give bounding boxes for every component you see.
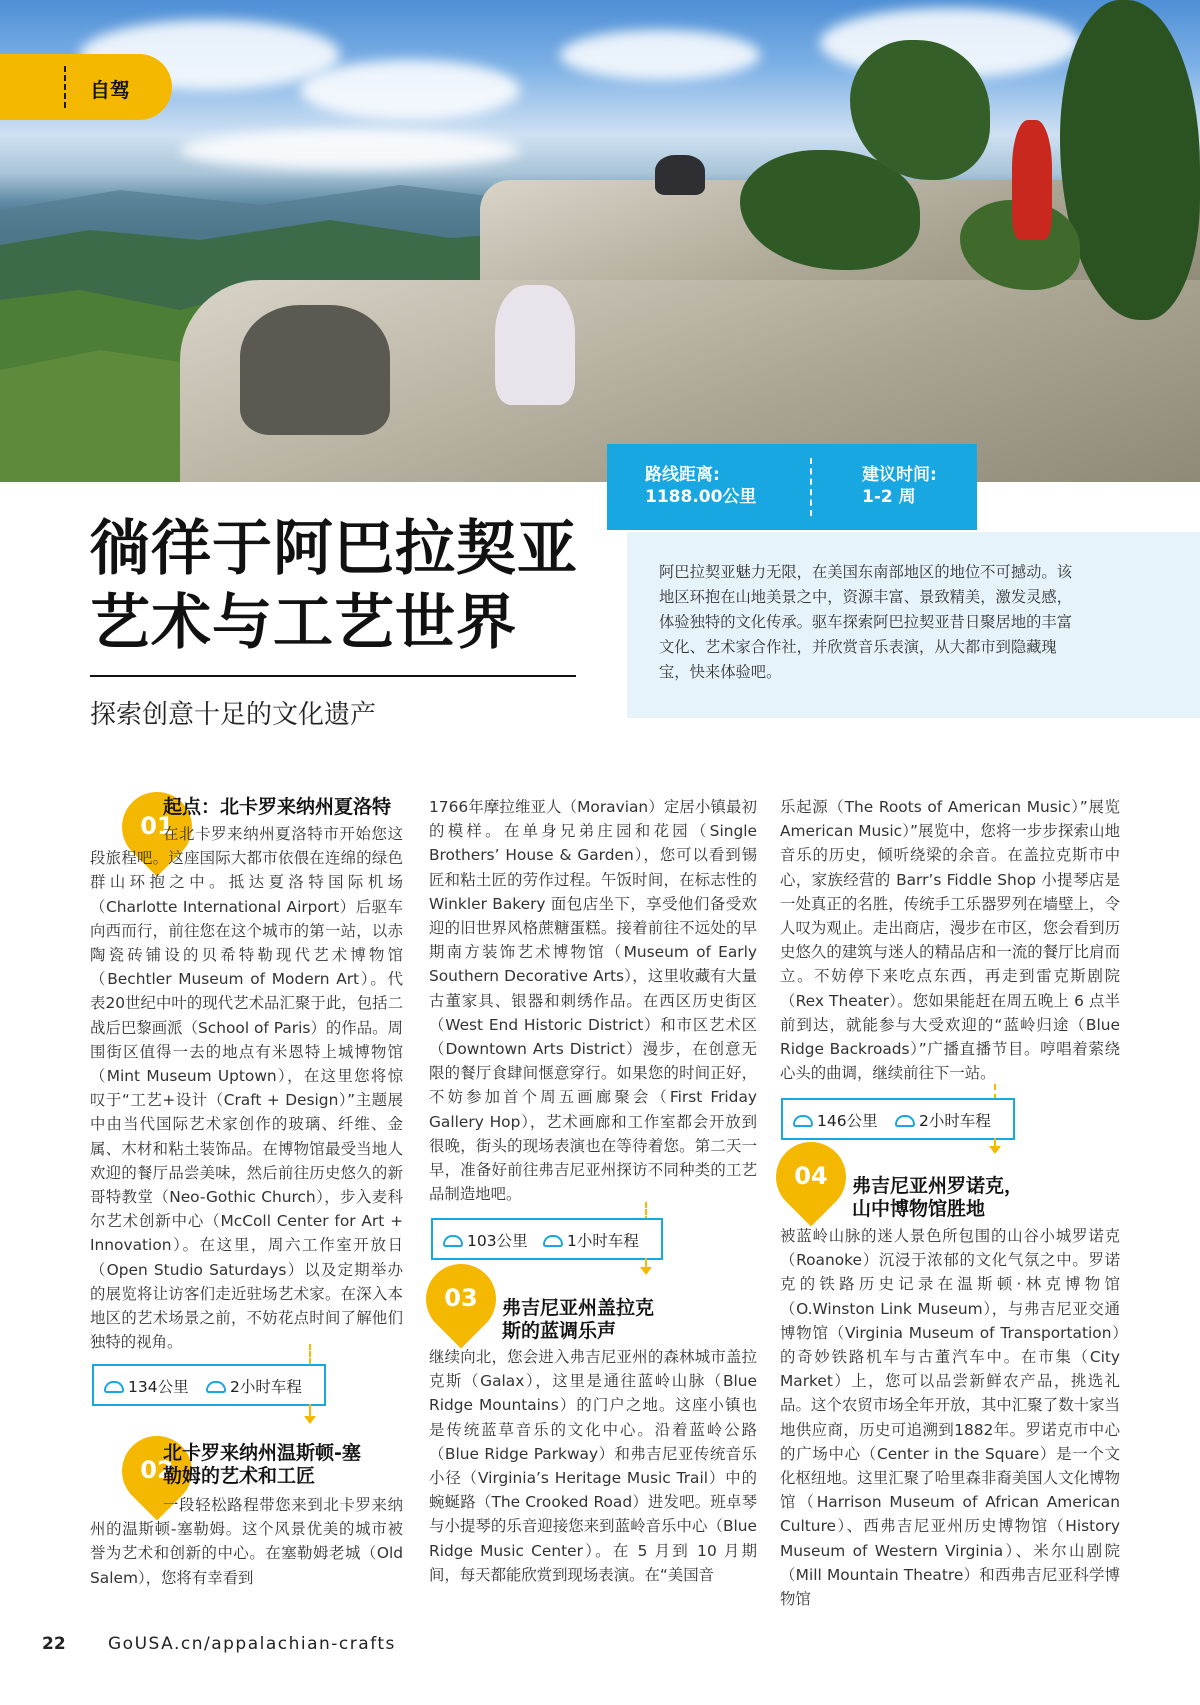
leg-distance-1: 134公里 [128, 1378, 189, 1396]
route-arrow [640, 1267, 652, 1275]
route-dash [645, 1258, 647, 1267]
car-icon [895, 1115, 915, 1127]
speedometer-icon [104, 1381, 124, 1393]
hiker-woman [495, 285, 575, 405]
route-arrow [304, 1416, 316, 1424]
intro-text: 阿巴拉契亚魅力无限，在美国东南部地区的地位不可撼动。该地区环抱在山地美景之中，资源丰富、景致精美，激发灵感，体验独特的文化传承。驱车探索阿巴拉契亚昔日聚居地的丰富文化、艺术家合作社，并欣赏音乐表演，从大都市到隐藏瑰宝，快来体验吧。 [659, 563, 1073, 681]
speedometer-icon [793, 1115, 813, 1127]
category-tag [0, 54, 172, 120]
hero-photo [0, 0, 1200, 482]
stop-02-continued: 1766年摩拉维亚人（Moravian）定居小镇最初的模样。在单身兄弟庄园和花园（Single Brothers’ House & Garden），您可以看到锡匠和粘土匠的劳作过程。午饭时间，在标志性的Winkler Bakery 面包店坐下，享受他们备受欢迎的旧世界风格蔗糖蛋糕。接着前往不远处的早期南方装饰艺术博物馆（Museum of Early Southern Decorative Arts），这里收藏有大量古董家具、银器和刺绣作品。在西区历史街区（West End Historic District）和市区艺术区（Downtown Arts District）漫步，在创意无限的餐厅食肆间惬意穿行。如果您的时间正好，不妨参加首个周五画廊聚会（First Friday Gallery Hop），艺术画廊和工作室都会开放到很晚，街头的现场表演也在等待着您。第二天一早，准备好前往弗吉尼亚州探访不同种类的工艺品制造地吧。 [429, 798, 757, 1204]
stop-title-03: 弗吉尼亚州盖拉克 斯的蓝调乐声 [502, 1297, 655, 1342]
leg-time-2: 1小时车程 [567, 1232, 639, 1250]
time-label: 建议时间: [862, 465, 937, 485]
category-tag-label: 自驾 [90, 78, 130, 102]
column-2-text [429, 795, 757, 1206]
footer-url[interactable]: GoUSA.cn/appalachian-crafts [108, 1634, 396, 1654]
stop-body-04 [780, 1224, 1120, 1611]
info-divider [810, 458, 812, 516]
speedometer-icon [443, 1235, 463, 1247]
stop-title-01: 起点：北卡罗来纳州夏洛特 [163, 796, 392, 818]
route-dash [994, 1138, 996, 1146]
stop-number-04: 04 [794, 1162, 828, 1190]
stop-title-04: 弗吉尼亚州罗诺克， 山中博物馆胜地 [852, 1175, 1024, 1220]
hiker-man [240, 305, 390, 435]
stop-number-01: 01 [140, 812, 174, 840]
distance-value: 1188.00公里 [645, 487, 757, 507]
leg-time-3: 2小时车程 [919, 1112, 991, 1130]
title-rule [90, 675, 576, 677]
stop-text-03: 继续向北，您会进入弗吉尼亚州的森林城市盖拉克斯（Galax），这里是通往蓝岭山脉（Blue Ridge Mountains）的门户之地。这座小镇也是传统蓝草音乐的文化中心。沿着蓝岭公路（Blue Ridge Parkway）和弗吉尼亚传统音乐小径（Virginia’s Heritage Music Trail）中的蜿蜒路（The Crooked Road）进发吧。班卓琴与小提琴的乐音迎接您来到蓝岭音乐中心（Blue Ridge Music Center）。在 5 月到 10 月期间，每天都能欣赏到现场表演。在“美国音 [429, 1348, 757, 1584]
title-line-2: 艺术与工艺世界 [90, 588, 517, 658]
leg-distance-2: 103公里 [467, 1232, 528, 1250]
stop-number-03: 03 [444, 1284, 478, 1312]
title-line-1: 徜徉于阿巴拉契亚 [90, 514, 578, 584]
stop-text-02: 一段轻松路程带您来到北卡罗来纳州的温斯顿-塞勒姆。这个风景优美的城市被誉为艺术和创新的中心。在塞勒姆老城（Old Salem），您将有幸看到 [90, 1496, 403, 1587]
route-arrow [989, 1146, 1001, 1154]
stop-number-02: 02 [140, 1456, 174, 1484]
stop-03-continued: 乐起源（The Roots of American Music）”展览American Music）”展览中，您将一步步探索山地音乐的历史，倾听绕梁的余音。在盖拉克斯市中心，家族经营的 Barr’s Fiddle Shop 小提琴店是一处真正的名胜，传统手工乐器罗列在墙壁上，令人叹为观止。走出商店，漫步在市区，您会看到历史悠久的建筑与迷人的精品店和一流的餐厅比肩而立。不妨停下来吃点东西，再走到雷克斯剧院（Rex Theater）。您如果能赶在周五晚上 6 点半前到达，就能参与大受欢迎的“蓝岭归途（Blue Ridge Backroads）”广播直播节目。哼唱着萦绕心头的曲调，继续前往下一站。 [780, 798, 1120, 1083]
distance-label: 路线距离: [645, 465, 720, 485]
leg-box-2 [431, 1218, 663, 1260]
route-info-box [607, 444, 977, 530]
page-subtitle: 探索创意十足的文化遗产 [90, 700, 377, 730]
stop-title-02: 北卡罗来纳州温斯顿-塞 勒姆的艺术和工匠 [163, 1442, 361, 1487]
hiker-red-shirt [1012, 120, 1052, 240]
stop-body-02 [90, 1493, 403, 1590]
leg-box-3 [781, 1098, 1015, 1140]
leg-distance-3: 146公里 [817, 1112, 878, 1130]
time-value: 1-2 周 [862, 487, 916, 507]
leg-time-1: 2小时车程 [230, 1378, 302, 1396]
car-icon [543, 1235, 563, 1247]
car-icon [206, 1381, 226, 1393]
hikers-group [655, 155, 705, 195]
route-dash [309, 1344, 311, 1364]
stop-text-04: 被蓝岭山脉的迷人景色所包围的山谷小城罗诺克（Roanoke）沉浸于浓郁的文化气氛之中。罗诺克的铁路历史记录在温斯顿·林克博物馆（O.Winston Link Museum），与弗吉尼亚交通博物馆（Virginia Museum of Transportation）的奇妙铁路机车与古董汽车中。在市集（City Market）上，您可以品尝新鲜农产品，挑选礼品。这个农贸市场全年开放，其中汇聚了数十家当地供应商，历史可追溯到1882年。罗诺克市中心的广场中心（Center in the Square）是一个文化枢纽地。这里汇聚了哈里森非裔美国人文化博物馆（Harrison Museum of African American Culture）、西弗吉尼亚州历史博物馆（History Museum of Western Virginia）、米尔山剧院（Mill Mountain Theatre）和西弗吉尼亚科学博物馆 [780, 1227, 1120, 1609]
stop-body-03 [429, 1345, 757, 1587]
route-dash [309, 1404, 311, 1416]
column-3-text [780, 795, 1120, 1085]
stop-text-01: 在北卡罗来纳州夏洛特市开始您这段旅程吧。这座国际大都市依偎在连绵的绿色群山环抱之中。抵达夏洛特国际机场（Charlotte International Airport）后驱车向西而行，前往您在这个城市的第一站，以赤陶瓷砖铺设的贝希特勒现代艺术博物馆（Bechtler Museum of Modern Art）。代表20世纪中叶的现代艺术品汇聚于此，包括二战后巴黎画派（School of Paris）的作品。周围街区值得一去的地点有米恩特上城博物馆（Mint Museum Uptown），在这里您将惊叹于“工艺+设计（Craft + Design）”主题展中由当代国际艺术家创作的玻璃、纤维、金属、木材和粘土装饰品。在博物馆最受当地人欢迎的餐厅品尝美味，然后前往历史悠久的新哥特教堂（Neo-Gothic Church），步入麦科尔艺术创新中心（McColl Center for Art + Innovation）。在这里，周六工作室开放日（Open Studio Saturdays）以及定期举办的展览将让访客们走近驻场艺术家。在深入本地区的艺术场景之前，不妨花点时间了解他们独特的视角。 [90, 825, 403, 1352]
page-number: 22 [42, 1634, 66, 1654]
page-title [90, 512, 578, 660]
stop-body-01 [90, 822, 403, 1354]
tag-divider [64, 66, 66, 108]
leg-box-1 [92, 1364, 326, 1406]
intro-box [627, 532, 1200, 718]
